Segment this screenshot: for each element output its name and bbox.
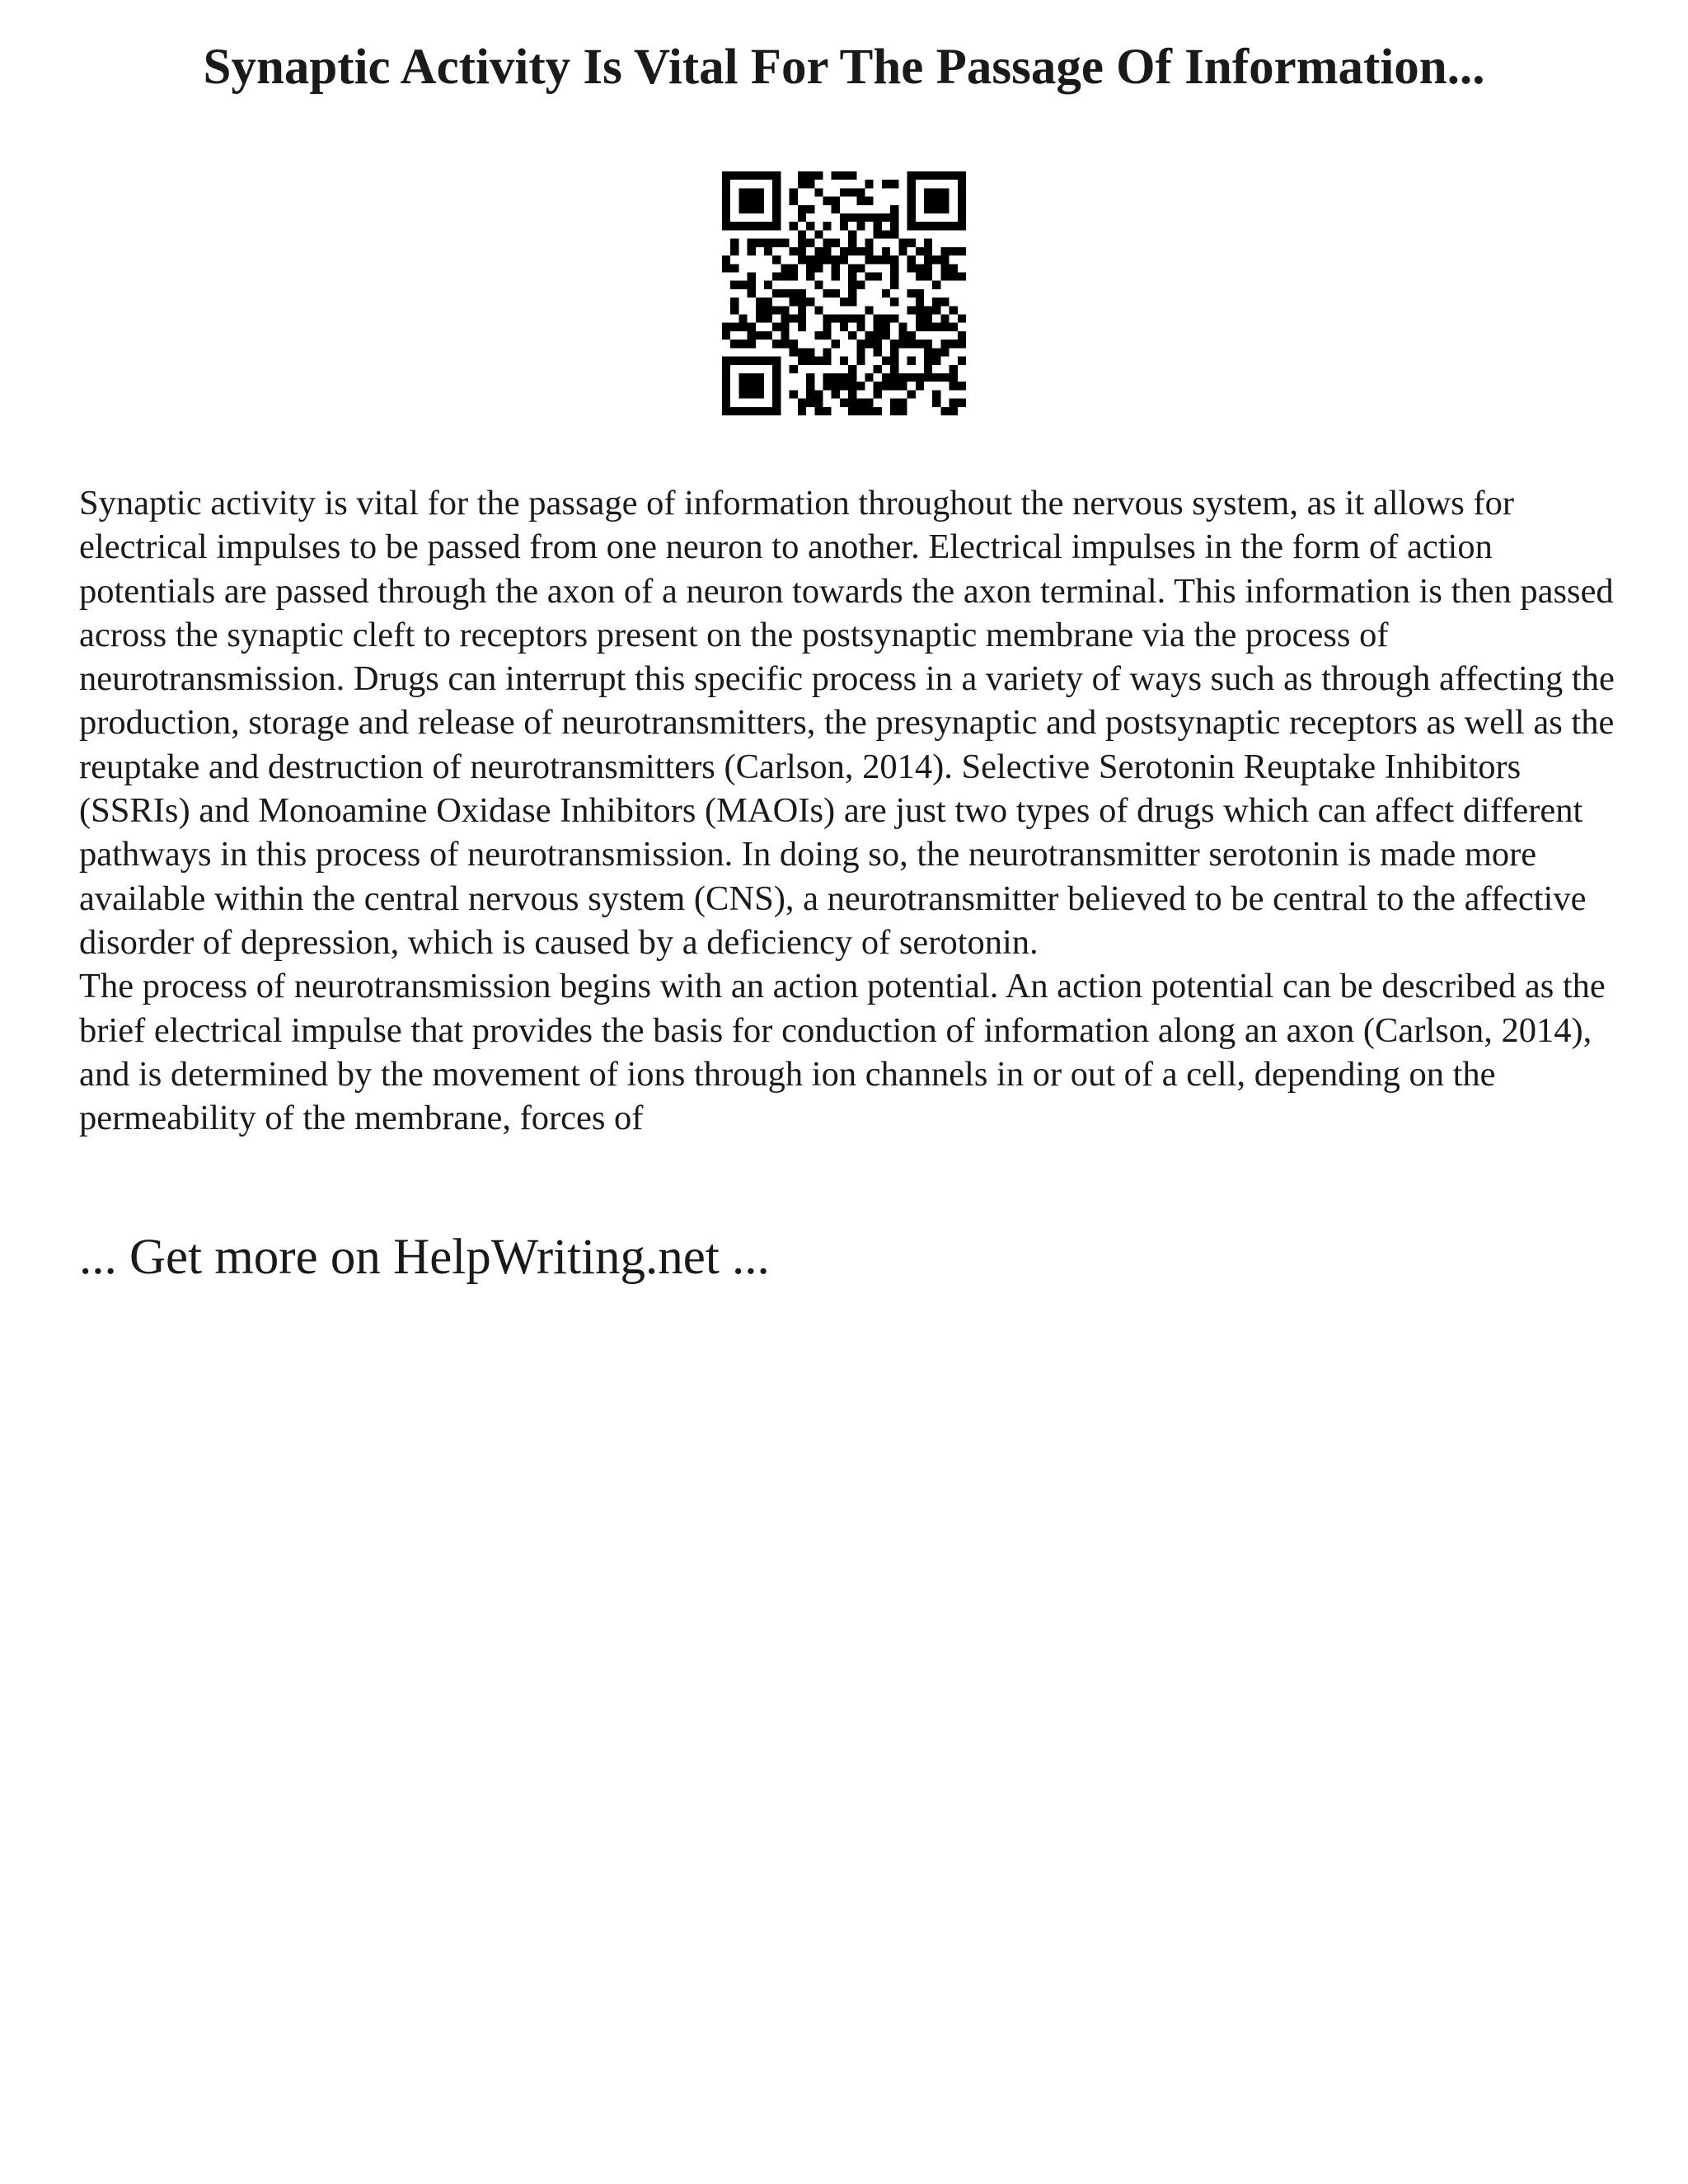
paragraph: Synaptic activity is vital for the passage of information throughout the nervous system, as it allows for electrical impulses to be passed from one neuron to another. Electrical impulses in the form of action potentials are passed through the axon of a neuron towards the axon terminal. This information is then passed across the synaptic cleft to receptors present on the postsynaptic membrane via the process of neurotransmission. Drugs can interrupt this specific process in a variety of ways such as through affecting the production, storage and release of neurotransmitters, the presynaptic and postsynaptic receptors as well as the reuptake and destruction of neurotransmitters (Carlson, 2014). Selective Serotonin Reuptake Inhibitors (SSRIs) and Monoamine Oxidase Inhibitors (MAOIs) are just two types of drugs which can affect different pathways in this process of neurotransmission. In doing so, the neurotransmitter serotonin is made more available within the central nervous system (CNS), a neurotransmitter believed to be central to the affective disorder of depression, which is caused by a deficiency of serotonin.: [79, 484, 1615, 962]
qr-code-icon: [722, 171, 966, 415]
paragraph: The process of neurotransmission begins with an action potential. An action potential can be described as the brief electrical impulse that provides the basis for conduction of information along an axon (Carlson, 2014), and is determined by the movement of ions through ion channels in or out of a cell, depending on the permeability of the membrane, forces of: [79, 967, 1606, 1138]
document-title: Synaptic Activity Is Vital For The Passage Of Information...: [203, 40, 1485, 95]
get-more-link[interactable]: ... Get more on HelpWriting.net ...: [79, 1230, 770, 1285]
document-body: [79, 481, 1629, 1140]
